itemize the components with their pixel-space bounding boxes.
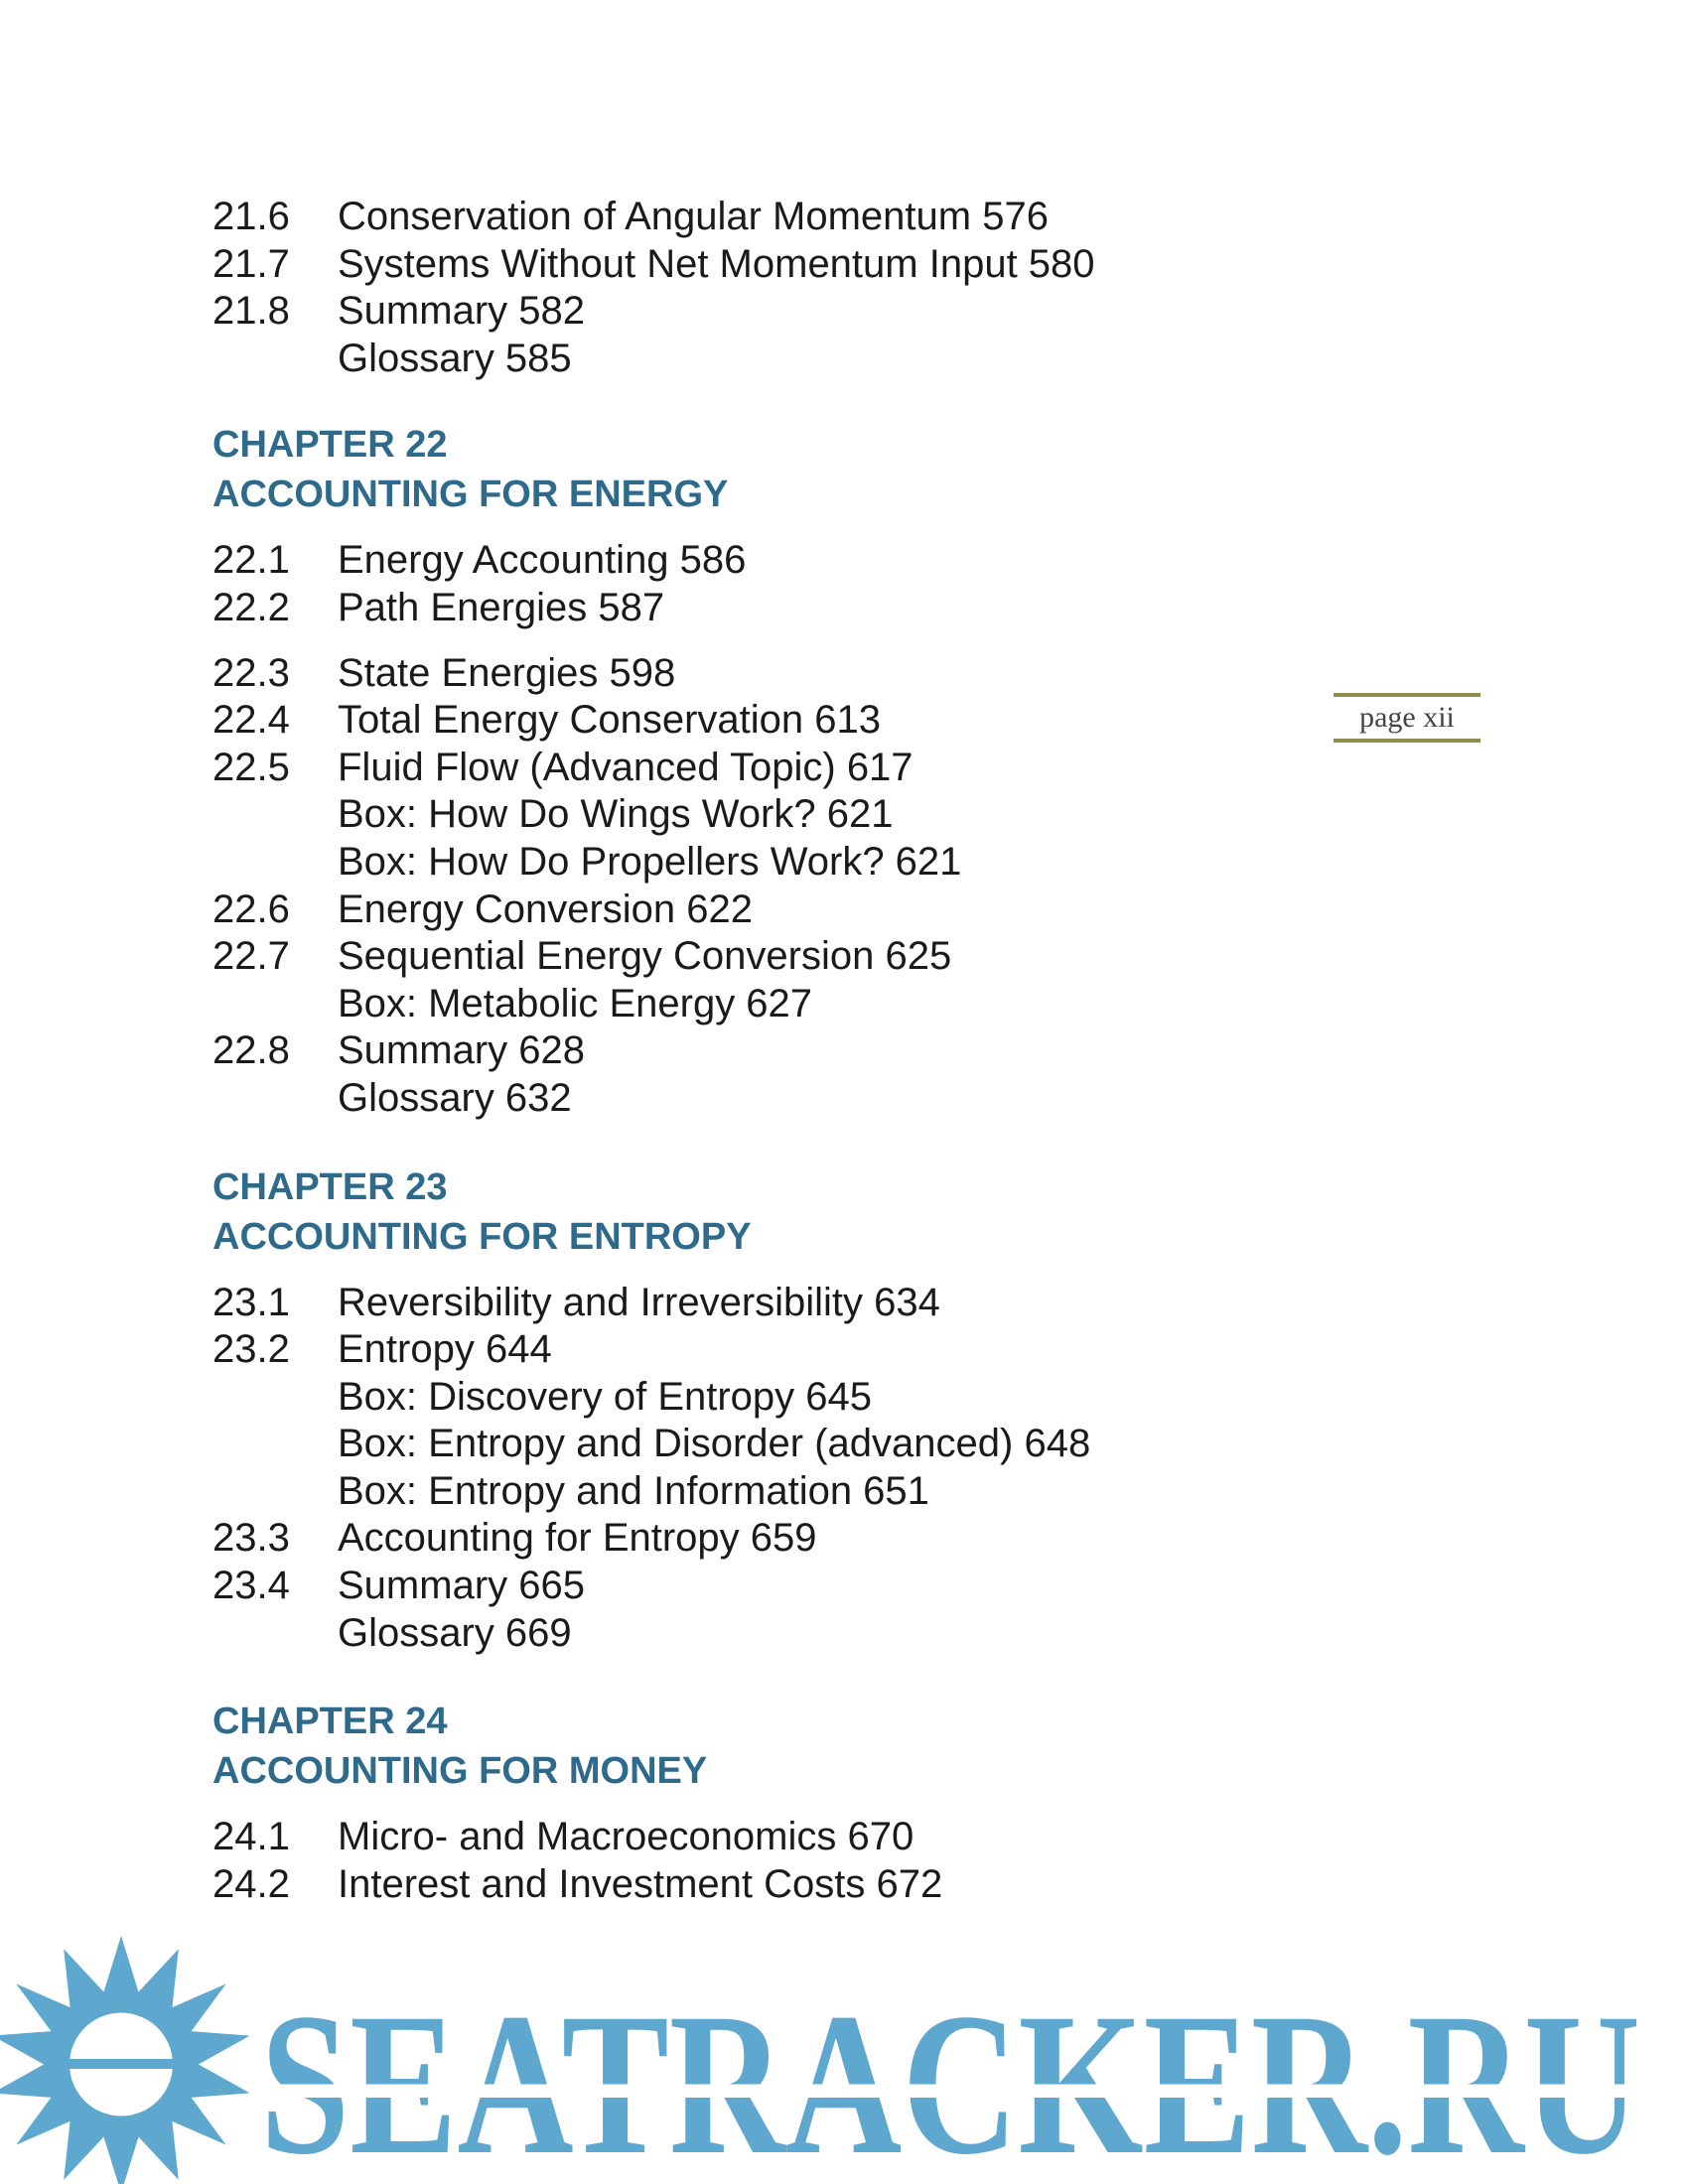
toc-entry[interactable] — [212, 933, 1354, 981]
section-number: 22.7 — [212, 934, 290, 979]
section-title: Summary 628 — [338, 1028, 585, 1073]
section-title: Energy Accounting 586 — [338, 538, 747, 583]
chapter-24-label: CHAPTER 24 — [212, 1701, 448, 1743]
section-title: Glossary 632 — [338, 1075, 572, 1120]
chapter-23-title: ACCOUNTING FOR ENTROPY — [212, 1215, 752, 1258]
section-title: Glossary 585 — [338, 336, 572, 380]
toc-entry[interactable] — [212, 194, 1354, 241]
section-number: 24.2 — [212, 1861, 290, 1906]
section-number: 23.4 — [212, 1564, 290, 1608]
section-number: 21.7 — [212, 241, 290, 286]
toc-entry[interactable] — [212, 288, 1354, 336]
chapter-24-entries — [212, 1814, 1354, 1908]
toc-entry[interactable] — [212, 1280, 1354, 1327]
toc-entry[interactable] — [212, 1468, 1354, 1516]
toc-entry[interactable] — [212, 981, 1354, 1028]
toc-entry[interactable] — [212, 839, 1354, 887]
toc-entry[interactable] — [212, 336, 1354, 383]
section-title: Box: Entropy and Information 651 — [338, 1468, 929, 1513]
section-title: Energy Conversion 622 — [338, 887, 754, 931]
toc-entry[interactable] — [212, 887, 1354, 934]
section-number: 23.3 — [212, 1516, 290, 1561]
chapter-21-entries — [212, 194, 1354, 382]
section-title: Box: How Do Propellers Work? 621 — [338, 839, 962, 884]
toc-entry[interactable] — [212, 1861, 1354, 1909]
section-number: 21.6 — [212, 195, 290, 238]
toc-entry[interactable] — [212, 1421, 1354, 1468]
chapter-24-title: ACCOUNTING FOR MONEY — [212, 1750, 708, 1793]
section-title: Box: Discovery of Entropy 645 — [338, 1374, 873, 1419]
section-title: Path Energies 587 — [338, 585, 665, 629]
toc-entry[interactable] — [212, 1610, 1354, 1658]
table-of-contents — [212, 194, 1354, 1908]
page-marker: page xii — [1334, 693, 1480, 743]
chapter-23-label: CHAPTER 23 — [212, 1165, 448, 1208]
section-title: Sequential Energy Conversion 625 — [338, 934, 952, 979]
section-title: Summary 665 — [338, 1564, 585, 1608]
toc-entry[interactable] — [212, 241, 1354, 289]
section-title: Interest and Investment Costs 672 — [338, 1861, 943, 1906]
section-number: 22.4 — [212, 698, 290, 743]
section-title: Fluid Flow (Advanced Topic) 617 — [338, 745, 914, 789]
section-title: Summary 582 — [338, 289, 585, 334]
section-number: 23.2 — [212, 1327, 290, 1372]
section-title: Reversibility and Irreversibility 634 — [338, 1280, 940, 1324]
toc-entry[interactable] — [212, 697, 1354, 745]
chapter-22-title: ACCOUNTING FOR ENERGY — [212, 474, 729, 516]
toc-entry[interactable] — [212, 1563, 1354, 1610]
section-title: Conservation of Angular Momentum 576 — [338, 195, 1049, 238]
section-number: 23.1 — [212, 1280, 290, 1324]
chapter-23-entries — [212, 1280, 1354, 1658]
toc-entry[interactable] — [212, 1374, 1354, 1422]
chapter-22-entries — [212, 537, 1354, 1122]
section-number: 22.6 — [212, 887, 290, 931]
chapter-22-label: CHAPTER 22 — [212, 424, 448, 467]
toc-entry[interactable] — [212, 537, 1354, 585]
toc-entry[interactable] — [212, 585, 1354, 632]
section-number: 22.3 — [212, 650, 290, 695]
section-title: Box: Entropy and Disorder (advanced) 648 — [338, 1422, 1091, 1466]
toc-entry[interactable] — [212, 1326, 1354, 1374]
section-number: 22.5 — [212, 745, 290, 789]
section-title: State Energies 598 — [338, 650, 676, 695]
section-number: 22.8 — [212, 1028, 290, 1073]
toc-entry[interactable] — [212, 1075, 1354, 1123]
section-title: Total Energy Conservation 613 — [338, 698, 881, 743]
watermark-text: SEATRACKER.RU — [260, 1972, 1640, 2184]
sun-icon — [0, 1936, 250, 2184]
toc-entry[interactable] — [212, 1027, 1354, 1075]
toc-entry[interactable] — [212, 650, 1354, 698]
section-title: Entropy 644 — [338, 1327, 552, 1372]
section-title: Accounting for Entropy 659 — [338, 1516, 817, 1561]
section-title: Glossary 669 — [338, 1610, 572, 1655]
watermark — [0, 1936, 1688, 2184]
section-number: 22.1 — [212, 538, 290, 583]
toc-entry[interactable] — [212, 745, 1354, 792]
section-title: Systems Without Net Momentum Input 580 — [338, 241, 1095, 286]
section-number: 22.2 — [212, 585, 290, 629]
toc-entry[interactable] — [212, 1515, 1354, 1563]
section-title: Box: Metabolic Energy 627 — [338, 981, 813, 1025]
toc-entry[interactable] — [212, 791, 1354, 839]
section-number: 24.1 — [212, 1815, 290, 1859]
section-title: Box: How Do Wings Work? 621 — [338, 792, 894, 837]
section-number: 21.8 — [212, 289, 290, 334]
section-title: Micro- and Macroeconomics 670 — [338, 1815, 914, 1859]
toc-entry[interactable] — [212, 1814, 1354, 1861]
